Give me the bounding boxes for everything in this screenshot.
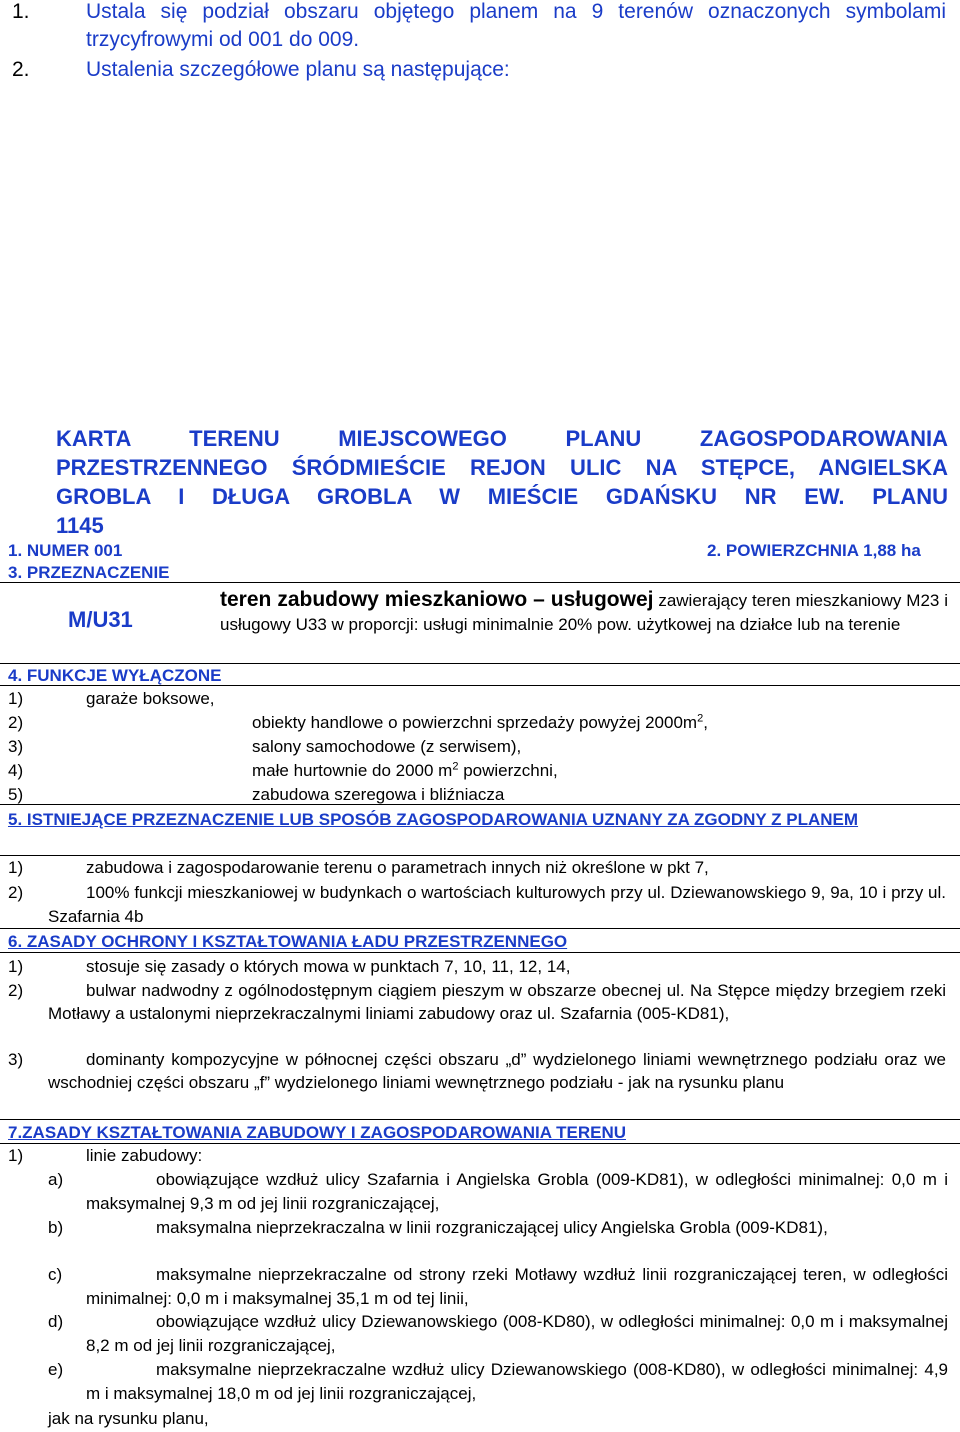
- section-4-heading: 4. FUNKCJE WYŁĄCZONE: [8, 666, 222, 685]
- intro-number: 2.: [12, 58, 30, 81]
- item-text: maksymalna nieprzekraczalna w linii rozgraniczającej ulicy Angielska Grobla (009-KD81),: [156, 1218, 828, 1237]
- item-number: 2): [8, 883, 24, 902]
- przeznaczenie-text: [220, 588, 948, 637]
- item-number: 1): [8, 957, 24, 976]
- item-letter: b): [48, 1218, 64, 1237]
- item-text: linie zabudowy:: [86, 1146, 203, 1165]
- item-text-suffix: ,: [703, 713, 708, 732]
- item-number: 1): [8, 1146, 24, 1165]
- przeznaczenie-bold: teren zabudowy mieszkaniowo – usługowej: [220, 588, 654, 611]
- section-5-heading: 5. ISTNIEJĄCE PRZEZNACZENIE LUB SPOSÓB ZAGOSPODAROWANIA UZNANY ZA ZGODNY Z PLANEM: [8, 810, 859, 829]
- page-title: [56, 424, 948, 540]
- item-text: obowiązujące wzdłuż ulicy Szafarnia i Angielska Grobla (009-KD81), w odległości minimalnej: 0,0 m i maksymalnej 9,3 m od jej linii rozgraniczającej,: [86, 1170, 948, 1213]
- intro-text: Ustala się podział obszaru objętego planem na 9 terenów oznaczonych symbolami trzycyfrowymi od 001 do 009.: [86, 0, 946, 51]
- item-letter: a): [48, 1170, 64, 1189]
- section-7-tail: jak na rysunku planu,: [48, 1409, 209, 1428]
- item-text-main: małe hurtownie do 2000 m: [252, 761, 453, 780]
- item-number: 5): [8, 785, 24, 804]
- intro-text: Ustalenia szczegółowe planu są następujące:: [86, 58, 510, 81]
- item-text: bulwar nadwodny z ogólnodostępnym ciągiem pieszym w obszarze obecnej ul. Na Stępce między brzegiem rzeki Motławy a ustalonymi nieprzekraczalnymi liniami zabudowy oraz ul. Szafarnia (005-KD81),: [48, 981, 946, 1023]
- item-text: maksymalne nieprzekraczalne od strony rzeki Motławy wzdłuż linii rozgraniczającej teren, w odległości minimalnej: 0,0 m i maksymalnej 35,1 m od tej linii,: [86, 1265, 948, 1308]
- item-text-main: garaże boksowe,: [86, 689, 215, 708]
- title-line: 1145: [56, 513, 104, 538]
- section-6-heading: 6. ZASADY OCHRONY I KSZTAŁTOWANIA ŁADU PRZESTRZENNEGO: [8, 932, 568, 951]
- item-text-main: salony samochodowe (z serwisem),: [252, 737, 522, 756]
- intro-number: 1.: [12, 0, 30, 23]
- item-text: zabudowa i zagospodarowanie terenu o parametrach innych niż określone w pkt 7,: [86, 858, 709, 877]
- item-text: stosuje się zasady o których mowa w punktach 7, 10, 11, 12, 14,: [86, 957, 571, 976]
- item-text: [252, 712, 708, 733]
- item-number: 4): [8, 761, 24, 780]
- superscript: 2: [697, 712, 704, 725]
- item-letter: d): [48, 1312, 64, 1331]
- item-text-main: zabudowa szeregowa i bliźniacza: [252, 785, 505, 804]
- item-number: 3): [8, 1050, 24, 1069]
- superscript: 2: [452, 760, 459, 773]
- item-text: 100% funkcji mieszkaniowej w budynkach o wartościach kulturowych przy ul. Dziewanowskiego 9, 9a, 10 i przy ul. Szafarnia 4b: [48, 883, 946, 926]
- item-text: [252, 736, 521, 757]
- section-7-heading: 7.ZASADY KSZTAŁTOWANIA ZABUDOWY I ZAGOSPODAROWANIA TERENU: [8, 1123, 626, 1142]
- item-text: obowiązujące wzdłuż ulicy Dziewanowskiego (008-KD80), w odległości minimalnej: 0,0 m i maksymalnej 8,2 m od jej linii rozgraniczającej,: [86, 1312, 948, 1355]
- item-text: dominanty kompozycyjne w północnej części obszaru „d” wydzielonego liniami wewnętrznego podziału oraz we wschodniej części obszaru „f” wydzielonego liniami wewnętrznego podziału - jak na rysunku planu: [48, 1050, 946, 1092]
- item-text-main: obiekty handlowe o powierzchni sprzedaży powyżej 2000m: [252, 713, 698, 732]
- item-text: maksymalne nieprzekraczalne wzdłuż ulicy Dziewanowskiego (008-KD80), w odległości minimalnej: 4,9 m i maksymalnej 18,0 m od jej linii rozgraniczającej,: [86, 1360, 948, 1403]
- item-letter: c): [48, 1265, 63, 1284]
- item-letter: e): [48, 1360, 64, 1379]
- title-line: PRZESTRZENNEGO ŚRÓDMIEŚCIE REJON ULIC NA STĘPCE, ANGIELSKA: [56, 455, 948, 480]
- przeznaczenie-rest: zawierający teren mieszkaniowy M23 i usługowy U33 w proporcji: usługi minimalnie 20% pow. użytkowej na działce lub na terenie: [220, 591, 948, 634]
- powierzchnia-label: 2. POWIERZCHNIA 1,88 ha: [707, 541, 921, 560]
- item-text: [252, 760, 558, 781]
- przeznaczenie-heading: 3. PRZEZNACZENIE: [8, 563, 170, 582]
- title-line: KARTA TERENU MIEJSCOWEGO PLANU ZAGOSPODAROWANIA: [56, 426, 948, 451]
- item-text-suffix: powierzchni,: [458, 761, 558, 780]
- item-number: 1): [8, 858, 24, 877]
- numer-label: 1. NUMER 001: [8, 541, 123, 560]
- item-text: [86, 688, 215, 709]
- item-number: 2): [8, 713, 24, 732]
- item-number: 1): [8, 689, 24, 708]
- item-text: [252, 784, 504, 805]
- item-number: 3): [8, 737, 24, 756]
- item-number: 2): [8, 981, 24, 1000]
- land-use-symbol: M/U31: [68, 607, 133, 632]
- title-line: GROBLA I DŁUGA GROBLA W MIEŚCIE GDAŃSKU NR EW. PLANU: [56, 484, 948, 509]
